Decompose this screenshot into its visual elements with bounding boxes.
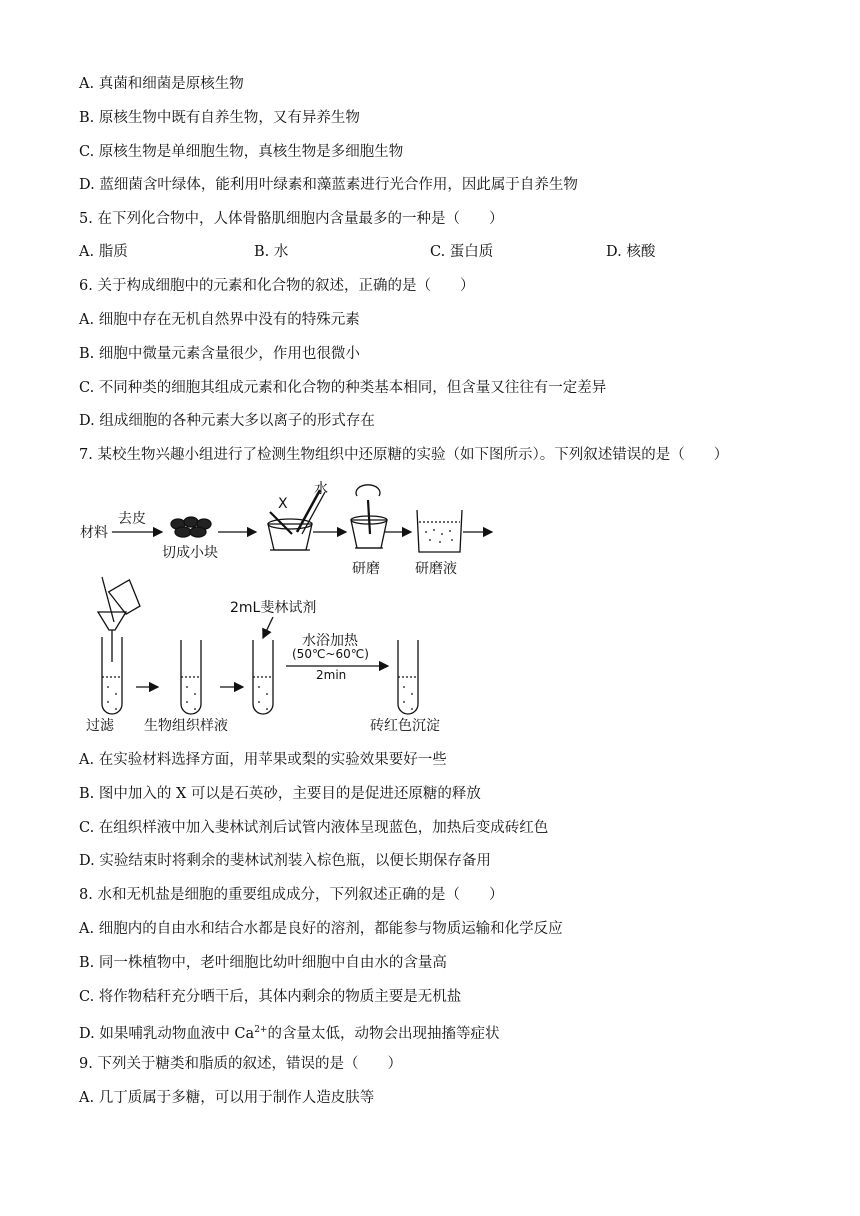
filter-funnel-icon <box>98 577 143 662</box>
q6-option-d: D. 组成细胞的各种元素大多以离子的形式存在 <box>79 413 375 429</box>
mortar-icon <box>268 490 325 550</box>
label-water: 水 <box>314 481 328 497</box>
q4-option-a: A. 真菌和细菌是原核生物 <box>79 76 244 92</box>
q8-option-d-post: 的含量太低，动物会出现抽搐等症状 <box>267 1025 500 1042</box>
label-filter: 过滤 <box>86 718 114 734</box>
cut-pieces-icon <box>171 517 211 537</box>
q6-stem: 6. 关于构成细胞中的元素和化合物的叙述，正确的是（ ） <box>79 278 475 294</box>
q6-option-a: A. 细胞中存在无机自然界中没有的特殊元素 <box>79 312 360 328</box>
q4-option-b: B. 原核生物中既有自养生物，又有异养生物 <box>79 110 360 126</box>
q8-option-d-sup: 2+ <box>254 1025 268 1035</box>
q5-option-b: B. 水 <box>254 244 289 260</box>
q5-option-a: A. 脂质 <box>79 244 128 260</box>
label-grind: 研磨 <box>352 561 380 577</box>
q8-option-d-pre: D. 如果哺乳动物血液中 Ca <box>79 1025 255 1042</box>
q5-option-c: C. 蛋白质 <box>430 244 494 260</box>
liquid-dots <box>107 686 413 710</box>
label-cut: 切成小块 <box>162 545 218 561</box>
q6-option-b: B. 细胞中微量元素含量很少，作用也很微小 <box>79 346 360 362</box>
test-tube-4 <box>398 640 418 714</box>
label-water-bath: 水浴加热 <box>302 633 358 649</box>
grinding-mortar-icon <box>351 485 387 548</box>
experiment-diagram <box>70 472 510 737</box>
q7-option-a: A. 在实验材料选择方面，用苹果或梨的实验效果要好一些 <box>79 752 447 768</box>
label-time: 2min <box>316 668 347 682</box>
q9-stem: 9. 下列关于糖类和脂质的叙述，错误的是（ ） <box>79 1056 402 1072</box>
q7-option-c: C. 在组织样液中加入斐林试剂后试管内液体呈现蓝色，加热后变成砖红色 <box>79 820 549 836</box>
label-sample: 生物组织样液 <box>144 718 228 734</box>
q6-option-c: C. 不同种类的细胞其组成元素和化合物的种类基本相同，但含量又往往有一定差异 <box>79 380 607 396</box>
label-precipitate: 砖红色沉淀 <box>370 718 440 734</box>
q8-option-a: A. 细胞内的自由水和结合水都是良好的溶剂，都能参与物质运输和化学反应 <box>79 921 563 937</box>
test-tube-3 <box>253 640 273 714</box>
q5-stem: 5. 在下列化合物中，人体骨骼肌细胞内含量最多的一种是（ ） <box>79 211 504 227</box>
q7-stem: 7. 某校生物兴趣小组进行了检测生物组织中还原糖的实验（如下图所示）。下列叙述错误的是（ ） <box>79 447 729 463</box>
label-reagent: 2mL斐林试剂 <box>230 600 317 616</box>
q8-stem: 8. 水和无机盐是细胞的重要组成成分，下列叙述正确的是（ ） <box>79 887 504 903</box>
q4-option-d: D. 蓝细菌含叶绿体，能利用叶绿素和藻蓝素进行光合作用，因此属于自养生物 <box>79 177 578 193</box>
q9-option-a: A. 几丁质属于多糖，可以用于制作人造皮肤等 <box>79 1090 375 1106</box>
label-temperature: (50℃~60℃) <box>292 647 369 661</box>
arrow-reagent <box>263 617 273 638</box>
q4-option-c: C. 原核生物是单细胞生物，真核生物是多细胞生物 <box>79 144 404 160</box>
q7-option-d: D. 实验结束时将剩余的斐林试剂装入棕色瓶，以便长期保存备用 <box>79 853 491 869</box>
q8-option-c: C. 将作物秸秆充分晒干后，其体内剩余的物质主要是无机盐 <box>79 989 462 1005</box>
label-peel: 去皮 <box>118 511 146 527</box>
q7-option-b: B. 图中加入的 X 可以是石英砂，主要目的是促进还原糖的释放 <box>79 786 481 802</box>
beaker-icon <box>417 510 462 552</box>
q5-option-d: D. 核酸 <box>606 244 656 260</box>
q8-option-b: B. 同一株植物中，老叶细胞比幼叶细胞中自由水的含量高 <box>79 955 447 971</box>
label-x: X <box>278 496 288 512</box>
label-grind-liquid: 研磨液 <box>415 561 457 577</box>
q8-option-d <box>79 1020 499 1044</box>
test-tube-2 <box>181 640 201 714</box>
label-material: 材料 <box>80 525 108 541</box>
